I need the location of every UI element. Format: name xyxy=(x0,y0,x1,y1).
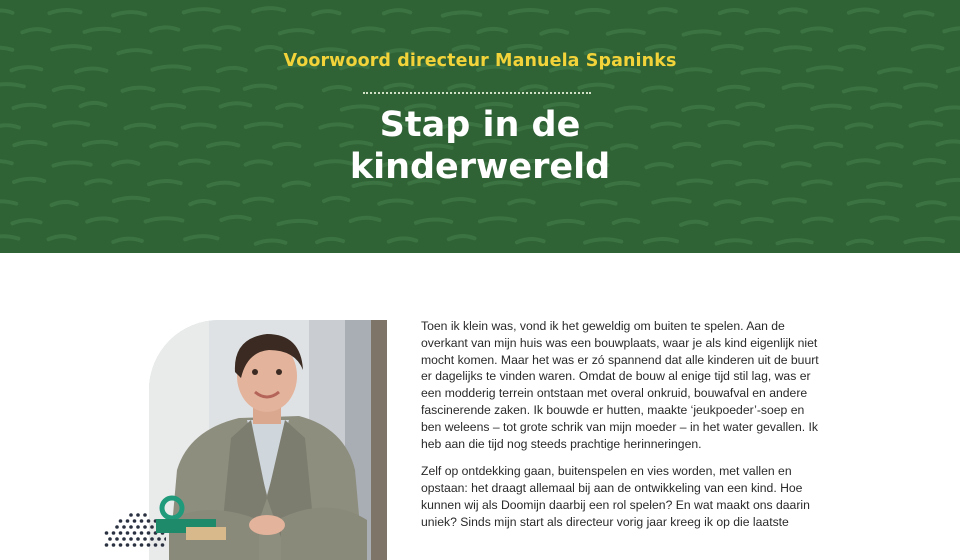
brush-stroke xyxy=(510,10,547,13)
brush-stroke xyxy=(145,218,182,221)
brush-stroke xyxy=(449,236,475,239)
dotted-divider xyxy=(363,92,591,94)
brush-stroke xyxy=(549,221,583,224)
brush-stroke xyxy=(653,199,689,202)
decor-dot xyxy=(143,513,147,517)
brush-stroke xyxy=(185,236,217,239)
brush-stroke xyxy=(849,201,884,204)
brush-stroke xyxy=(715,201,739,204)
decor-dot xyxy=(126,531,130,535)
decor-dot xyxy=(136,513,140,517)
brush-stroke xyxy=(649,9,675,12)
brush-stroke xyxy=(113,12,145,15)
decor-dot xyxy=(136,537,140,541)
brush-stroke xyxy=(244,199,272,202)
brush-stroke xyxy=(849,9,878,12)
brush-stroke xyxy=(645,239,677,242)
decor-dot xyxy=(115,537,119,541)
brush-stroke xyxy=(582,201,616,204)
brush-stroke xyxy=(384,10,410,13)
decor-dot xyxy=(143,537,147,541)
brush-stroke xyxy=(608,31,644,34)
brush-stroke xyxy=(52,46,90,49)
decor-dot xyxy=(119,543,123,547)
brush-stroke xyxy=(151,27,178,30)
brush-stroke xyxy=(12,220,40,223)
brush-stroke xyxy=(257,47,281,50)
brush-stroke xyxy=(0,11,12,14)
brush-stroke xyxy=(577,10,609,13)
decor-dot xyxy=(136,525,140,529)
brush-stroke xyxy=(480,218,515,221)
decor-dot xyxy=(133,543,137,547)
brush-stroke xyxy=(184,88,218,91)
brush-stroke xyxy=(643,87,671,90)
article-paragraph-2: Zelf op ontdekking gaan, buitenspelen en vies worden, met vallen en opstaan: het draagt allemaal bij aan de ontwikkeling van een kind. Hoe kunnen wij als Doomijn daarbij een rol spelen? En wat maakt ons daarin uniek? Sinds mijn start als directeur vorig jaar kreeg ik op die laatste xyxy=(421,464,810,529)
decor-dot xyxy=(147,519,151,523)
brush-stroke xyxy=(454,47,479,50)
brush-stroke xyxy=(936,218,960,221)
decor-dot xyxy=(147,531,151,535)
brush-stroke xyxy=(521,86,545,89)
brush-stroke xyxy=(844,88,876,91)
brush-stroke xyxy=(416,220,451,223)
brush-stroke xyxy=(324,87,350,90)
brush-stroke xyxy=(52,202,77,205)
brush-stroke xyxy=(944,28,960,31)
brush-stroke xyxy=(713,46,742,49)
brush-stroke xyxy=(0,201,16,204)
brush-stroke xyxy=(541,30,567,33)
decor-dot xyxy=(129,513,133,517)
brush-stroke xyxy=(913,46,943,49)
decor-dot xyxy=(140,543,144,547)
decor-dot xyxy=(129,525,133,529)
brush-stroke xyxy=(351,218,380,221)
decor-dot xyxy=(140,531,144,535)
brush-stroke xyxy=(840,47,864,50)
brush-stroke xyxy=(804,219,832,222)
brush-stroke xyxy=(48,236,74,239)
brush-stroke xyxy=(0,84,24,87)
decor-dot xyxy=(133,519,137,523)
decor-dot xyxy=(112,543,116,547)
article-paragraph-1: Toen ik klein was, vond ik het geweldig om buiten te spelen. Aan de overkant van mijn huis was een bouwplaats, waar je als kind eigenlijk niet mocht komen. Maar het was er zó spannend dat alle kinderen uit de buurt er dagelijks te vinden waren. Omdat de bouw al enige tijd stil lag, was er een modderig terrein ontstaan met overal onkruid, bouwafval en andere fascinerende zaken. Ik bouwde er hutten, maakte ‘jeukpoeder’-soep en ben weleens – tot grote schrik van mijn moeder – in het water gevallen. Ik heb aan die tijd nog steeds prachtige herinneringen. xyxy=(421,319,819,451)
decor-dot xyxy=(147,543,151,547)
brush-stroke xyxy=(509,46,541,49)
brush-stroke xyxy=(317,239,343,242)
brush-stroke xyxy=(509,200,533,203)
brush-stroke xyxy=(774,199,805,202)
page-title xyxy=(0,104,960,188)
brush-stroke xyxy=(245,86,276,89)
brush-stroke xyxy=(780,9,806,12)
decor-dot xyxy=(108,537,112,541)
brush-stroke xyxy=(775,47,810,50)
decor-dot xyxy=(129,537,133,541)
decor-dot xyxy=(161,543,165,547)
brush-stroke xyxy=(114,198,148,201)
brush-stroke xyxy=(579,85,612,88)
brush-stroke xyxy=(278,221,316,224)
brush-stroke xyxy=(478,29,506,32)
decor-dot xyxy=(105,543,109,547)
brush-stroke xyxy=(848,241,872,244)
decor-dot xyxy=(105,531,109,535)
brush-stroke xyxy=(717,240,751,243)
brush-stroke xyxy=(87,218,116,221)
brush-stroke xyxy=(389,238,416,241)
decor-dot xyxy=(119,531,123,535)
brush-stroke xyxy=(214,27,239,30)
decor-dot xyxy=(119,519,123,523)
brush-stroke xyxy=(778,240,812,243)
brush-stroke xyxy=(784,85,813,88)
brush-stroke xyxy=(681,222,707,225)
brush-stroke xyxy=(184,9,219,12)
brush-stroke xyxy=(449,85,473,88)
page-title-line-1: Stap in de xyxy=(379,105,581,145)
decor-dot xyxy=(140,519,144,523)
brush-stroke xyxy=(353,28,383,31)
brush-stroke xyxy=(185,46,220,49)
brush-stroke xyxy=(871,218,897,221)
brush-stroke xyxy=(385,85,412,88)
decor-dot xyxy=(112,531,116,535)
decor-dot xyxy=(126,519,130,523)
decor-dot xyxy=(115,525,119,529)
brush-stroke xyxy=(802,28,831,31)
brush-stroke xyxy=(280,30,313,33)
brush-stroke xyxy=(443,12,481,15)
brush-stroke xyxy=(614,220,639,223)
brush-stroke xyxy=(743,219,772,222)
brush-stroke xyxy=(113,239,142,242)
decor-dot xyxy=(133,531,137,535)
brush-stroke xyxy=(221,217,249,220)
brush-stroke xyxy=(719,87,749,90)
page-title-line-2: kinderwereld xyxy=(349,147,611,187)
brush-stroke xyxy=(413,29,449,32)
brush-stroke xyxy=(918,202,945,205)
brush-stroke xyxy=(647,46,675,49)
page-kicker: Voorwoord directeur Manuela Spaninks xyxy=(283,51,677,71)
brush-stroke xyxy=(253,8,284,11)
brush-stroke xyxy=(0,236,18,239)
clip-decoration xyxy=(152,495,232,540)
brush-stroke xyxy=(324,198,348,201)
brush-stroke xyxy=(123,88,154,91)
decor-dot xyxy=(122,537,126,541)
brush-stroke xyxy=(746,30,778,33)
brush-stroke xyxy=(84,29,119,32)
brush-stroke xyxy=(313,11,339,14)
decor-dot xyxy=(122,525,126,529)
article-body xyxy=(421,318,821,542)
brush-stroke xyxy=(256,240,286,243)
brush-stroke xyxy=(49,10,80,13)
brush-stroke xyxy=(379,201,412,204)
brush-stroke xyxy=(720,10,747,13)
brush-stroke xyxy=(684,31,720,34)
brush-stroke xyxy=(585,239,621,242)
decor-dot xyxy=(154,543,158,547)
header-banner xyxy=(0,0,960,253)
brush-stroke xyxy=(190,201,214,204)
brush-stroke xyxy=(905,12,932,15)
brush-stroke xyxy=(54,87,83,90)
brush-stroke xyxy=(22,29,49,32)
brush-stroke xyxy=(905,85,936,88)
decor-dot xyxy=(126,543,130,547)
brush-stroke xyxy=(905,239,943,242)
brush-stroke xyxy=(444,199,475,202)
brush-stroke xyxy=(871,29,905,32)
decor-dot xyxy=(143,525,147,529)
brush-stroke xyxy=(517,239,544,242)
